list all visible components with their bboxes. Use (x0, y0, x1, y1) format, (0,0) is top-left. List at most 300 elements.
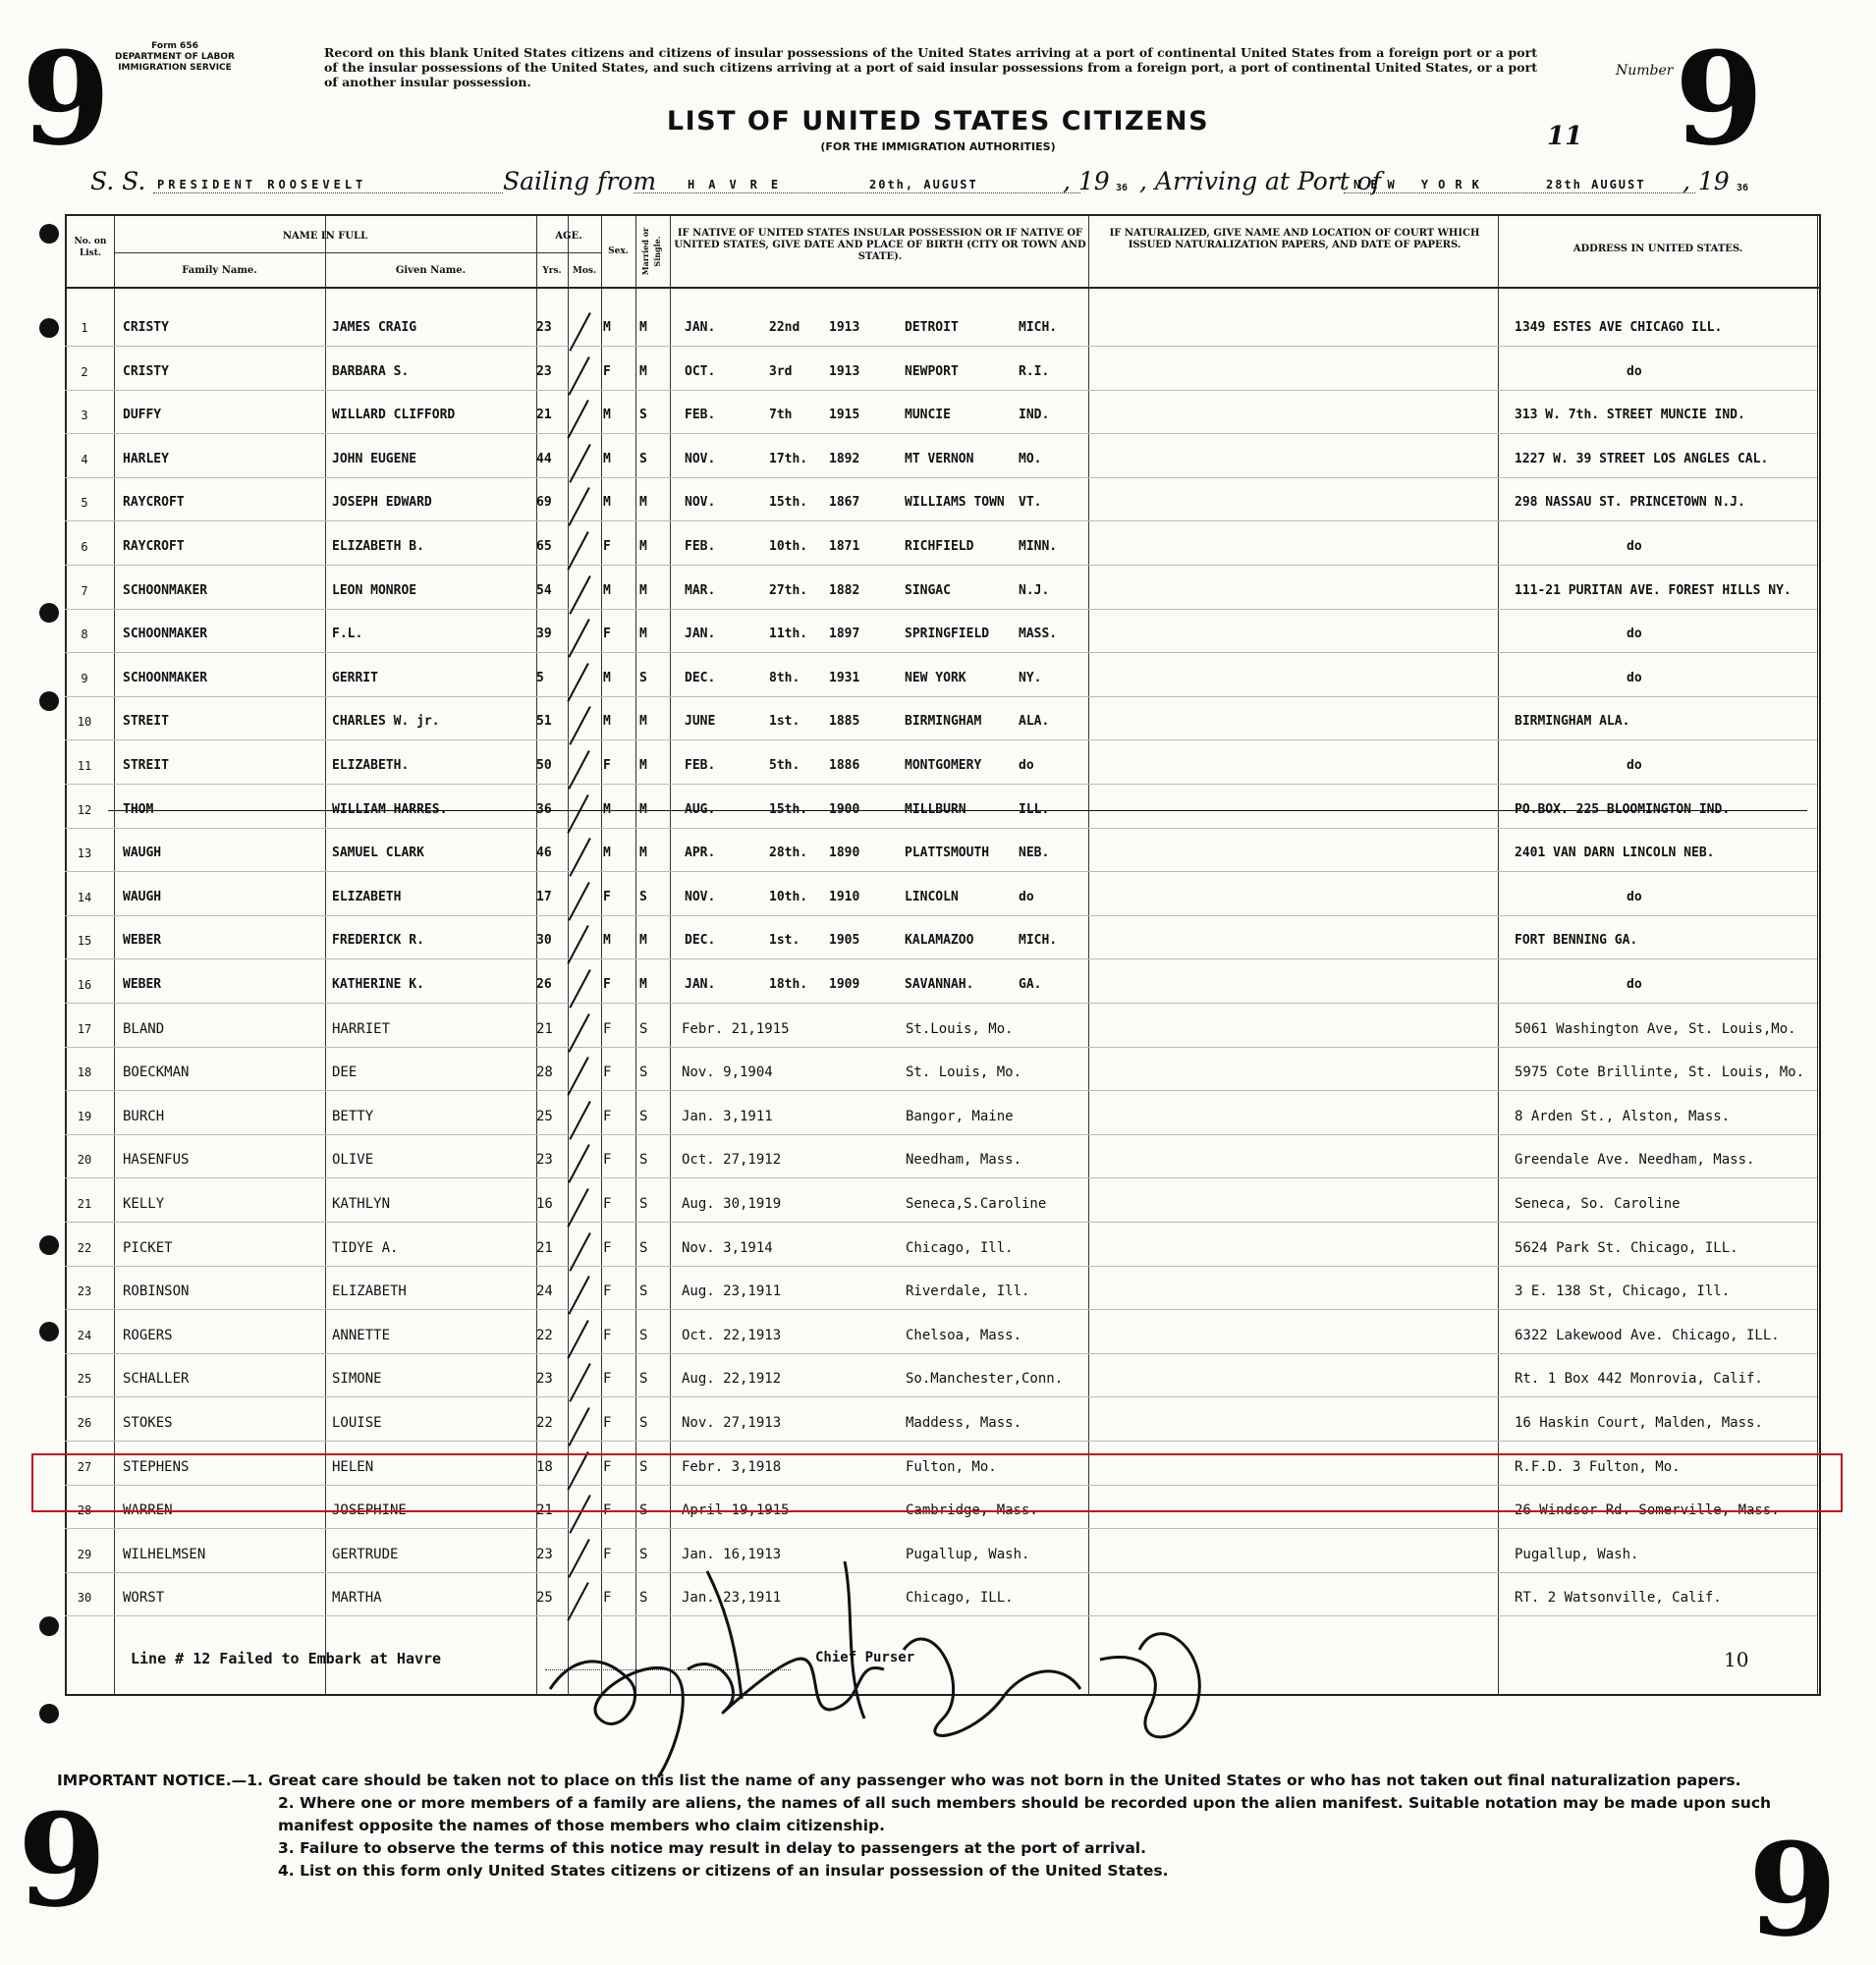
birth-state: ALA. (1019, 714, 1050, 730)
address: 5975 Cote Brillinte, St. Louis, Mo. (1515, 1064, 1805, 1081)
birth-year: 1892 (829, 451, 860, 466)
given-name: F.L. (332, 627, 363, 642)
birth-state: GA. (1019, 977, 1042, 992)
birth-place: St.Louis, Mo. (906, 1020, 1014, 1037)
birth-city: NEW YORK (905, 670, 966, 685)
given-name: LOUISE (332, 1415, 382, 1431)
marital-status: S (639, 1064, 648, 1081)
marital-status: S (639, 1108, 648, 1124)
birth-month: AUG. (685, 801, 716, 817)
birth-place: Maddess, Mass. (906, 1415, 1022, 1431)
marital-status: M (639, 320, 647, 335)
birth-day: 3rd (769, 363, 793, 379)
address: do (1627, 889, 1642, 904)
birth-day: 1st. (769, 714, 800, 730)
given-name: OLIVE (332, 1152, 374, 1169)
age-years: 65 (536, 539, 552, 554)
sex: F (603, 889, 611, 904)
address: 8 Arden St., Alston, Mass. (1515, 1108, 1731, 1124)
address: do (1627, 977, 1642, 992)
birth-city: MUNCIE (905, 408, 951, 423)
age-years: 30 (536, 933, 552, 949)
birth-state: ILL. (1019, 801, 1050, 817)
given-name: WILLIAM HARRES. (332, 801, 448, 817)
birth-day: 11th. (769, 627, 808, 642)
address: do (1627, 539, 1642, 554)
row-number: 12 (77, 802, 92, 817)
family-name: STOKES (123, 1415, 173, 1431)
row-number: 18 (77, 1065, 92, 1080)
service-name: IMMIGRATION SERVICE (118, 63, 232, 73)
arrival-date: 28th AUGUST (1546, 178, 1646, 191)
row-number: 15 (77, 934, 92, 949)
family-name: HASENFUS (123, 1152, 190, 1169)
given-name: ELIZABETH B. (332, 539, 424, 554)
header-given-name: Given Name. (395, 265, 467, 276)
row-number: 1 (81, 321, 88, 335)
header-age-months: Mos. (572, 266, 597, 276)
birth-city: SPRINGFIELD (905, 627, 990, 642)
birth-year: 1890 (829, 846, 860, 861)
family-name: BLAND (123, 1020, 165, 1037)
birth-place: Chicago, Ill. (906, 1239, 1014, 1256)
age-years: 23 (536, 1546, 553, 1562)
address: 5624 Park St. Chicago, ILL. (1515, 1239, 1738, 1256)
birth-state: MASS. (1019, 627, 1058, 642)
age-years: 16 (536, 1196, 553, 1212)
department-name: DEPARTMENT OF LABOR (114, 52, 235, 62)
birth-city: PLATTSMOUTH (905, 846, 990, 861)
marital-status: S (639, 1283, 648, 1300)
birth-city: DETROIT (905, 320, 959, 335)
header-naturalized: IF NATURALIZED, GIVE NAME AND LOCATION OF COURT WHICH ISSUED NATURALIZATION PAPERS, AND DATE OF PAPERS. (1109, 228, 1480, 250)
birth-year: 1915 (829, 408, 860, 423)
sex: F (603, 1064, 612, 1081)
marital-status: M (639, 582, 647, 598)
row-number: 19 (77, 1109, 92, 1123)
given-name: ANNETTE (332, 1327, 391, 1343)
birth-date: Aug. 23,1911 (682, 1283, 782, 1300)
family-name: STEPHENS (123, 1458, 190, 1475)
birth-state: R.I. (1019, 363, 1050, 379)
page-title: LIST OF UNITED STATES CITIZENS (666, 106, 1210, 136)
row-number: 3 (81, 409, 88, 423)
marital-status: S (639, 451, 647, 466)
birth-month: JAN. (685, 320, 716, 335)
row-number: 25 (77, 1372, 92, 1387)
birth-date: Jan. 23,1911 (682, 1590, 782, 1607)
address: do (1627, 363, 1642, 379)
given-name: MARTHA (332, 1590, 382, 1607)
birth-day: 7th (769, 408, 793, 423)
row-number: 7 (81, 583, 88, 598)
sex: F (603, 363, 611, 379)
header-age: AGE. (555, 231, 582, 242)
arriving-label: , Arriving at Port of (1139, 167, 1382, 195)
given-name: TIDYE A. (332, 1239, 399, 1256)
age-years: 44 (536, 451, 552, 466)
family-name: WAUGH (123, 889, 162, 904)
address: do (1627, 627, 1642, 642)
given-name: CHARLES W. jr. (332, 714, 440, 730)
birth-state: MINN. (1019, 539, 1058, 554)
birth-month: NOV. (685, 495, 716, 511)
birth-month: FEB. (685, 539, 716, 554)
marital-status: S (639, 1239, 648, 1256)
given-name: GERTRUDE (332, 1546, 399, 1562)
given-name: FREDERICK R. (332, 933, 424, 949)
age-years: 28 (536, 1064, 553, 1081)
birth-date: Febr. 3,1918 (682, 1458, 782, 1475)
birth-city: BIRMINGHAM (905, 714, 982, 730)
age-years: 21 (536, 408, 552, 423)
birth-state: IND. (1019, 408, 1050, 423)
address: BIRMINGHAM ALA. (1515, 714, 1630, 730)
age-years: 36 (536, 801, 552, 817)
birth-place: Fulton, Mo. (906, 1458, 997, 1475)
birth-day: 22nd (769, 320, 800, 335)
ss-label: S. S. (90, 167, 146, 195)
marital-status: S (639, 1196, 648, 1212)
birth-day: 1st. (769, 933, 800, 949)
marital-status: M (639, 933, 647, 949)
family-name: RAYCROFT (123, 495, 185, 511)
sex: M (603, 320, 611, 335)
birth-month: FEB. (685, 758, 716, 773)
birth-place: Seneca,S.Caroline (906, 1196, 1047, 1212)
form-label (96, 41, 253, 74)
family-name: BOECKMAN (123, 1064, 190, 1081)
birth-year: 1900 (829, 801, 860, 817)
family-name: WARREN (123, 1502, 173, 1519)
birth-date: April 19,1915 (682, 1502, 790, 1519)
given-name: HARRIET (332, 1020, 391, 1037)
row-number: 22 (77, 1240, 92, 1255)
row-number: 2 (81, 364, 88, 379)
birth-place: Cambridge, Mass. (906, 1502, 1038, 1519)
birth-day: 10th. (769, 889, 808, 904)
birth-place: Chicago, ILL. (906, 1590, 1014, 1607)
address: do (1627, 670, 1642, 685)
row-number: 13 (77, 846, 92, 861)
page-subtitle: (FOR THE IMMIGRATION AUTHORITIES) (820, 140, 1056, 153)
sex: M (603, 582, 611, 598)
header-married-single: Married or Single. (640, 227, 662, 276)
address: Pugallup, Wash. (1515, 1546, 1639, 1562)
sex: F (603, 1152, 612, 1169)
birth-place: Bangor, Maine (906, 1108, 1014, 1124)
birth-year: 1909 (829, 977, 860, 992)
age-years: 25 (536, 1108, 553, 1124)
age-years: 69 (536, 495, 552, 511)
sex: F (603, 539, 611, 554)
birth-day: 15th. (769, 801, 808, 817)
corner-number-top-left: 9 (22, 24, 111, 174)
birth-year: 1886 (829, 758, 860, 773)
family-name: BURCH (123, 1108, 165, 1124)
birth-day: 28th. (769, 846, 808, 861)
marital-status: S (639, 1502, 648, 1519)
birth-year: 1931 (829, 670, 860, 685)
birth-month: APR. (685, 846, 716, 861)
age-years: 51 (536, 714, 552, 730)
sex: M (603, 670, 611, 685)
signature-scribble (511, 1552, 1218, 1787)
age-years: 23 (536, 363, 552, 379)
birth-date: Aug. 22,1912 (682, 1371, 782, 1388)
failed-embark-note: Line # 12 Failed to Embark at Havre (131, 1650, 442, 1667)
family-name: WORST (123, 1590, 165, 1607)
birth-city: MT VERNON (905, 451, 974, 466)
birth-year: 1913 (829, 363, 860, 379)
row-number: 20 (77, 1153, 92, 1168)
sex: F (603, 627, 611, 642)
birth-date: Jan. 3,1911 (682, 1108, 773, 1124)
marital-status: S (639, 889, 647, 904)
header-address: ADDRESS IN UNITED STATES. (1573, 244, 1743, 254)
birth-date: Febr. 21,1915 (682, 1020, 790, 1037)
notice-item-2: 2. Where one or more members of a family are aliens, the names of all such members should be recorded upon the alien manifest. Suitable notation may be made upon such manifest opposite the names of those members who claim citizenship. (278, 1794, 1772, 1834)
birth-city: WILLIAMS TOWN (905, 495, 1005, 511)
birth-date: Jan. 16,1913 (682, 1546, 782, 1562)
birth-city: KALAMAZOO (905, 933, 974, 949)
family-name: SCHOONMAKER (123, 582, 208, 598)
marital-status: S (639, 408, 647, 423)
given-name: JAMES CRAIG (332, 320, 417, 335)
birth-state: VT. (1019, 495, 1042, 511)
given-name: KATHLYN (332, 1196, 391, 1212)
birth-year: 1885 (829, 714, 860, 730)
birth-state: MO. (1019, 451, 1042, 466)
sex: F (603, 1458, 612, 1475)
family-name: DUFFY (123, 408, 162, 423)
sex: F (603, 758, 611, 773)
sex: F (603, 1283, 612, 1300)
address: 313 W. 7th. STREET MUNCIE IND. (1515, 408, 1745, 423)
family-name: SCHALLER (123, 1371, 190, 1388)
notice-item-4: 4. List on this form only United States citizens or citizens of an insular possession of the United States. (278, 1862, 1169, 1880)
sex: M (603, 408, 611, 423)
birth-month: OCT. (685, 363, 716, 379)
birth-year: 1905 (829, 933, 860, 949)
given-name: BETTY (332, 1108, 374, 1124)
important-notice (57, 1770, 1805, 1883)
birth-day: 8th. (769, 670, 800, 685)
chief-purser-label: Chief Purser (815, 1650, 915, 1665)
birth-month: MAR. (685, 582, 716, 598)
birth-year: 1871 (829, 539, 860, 554)
family-name: CRISTY (123, 320, 169, 335)
address: 16 Haskin Court, Malden, Mass. (1515, 1415, 1763, 1431)
marital-status: S (639, 1415, 648, 1431)
row-number: 16 (77, 978, 92, 992)
sex: F (603, 1020, 612, 1037)
age-years: 18 (536, 1458, 553, 1475)
given-name: HELEN (332, 1458, 374, 1475)
birth-state: NEB. (1019, 846, 1050, 861)
row-number: 21 (77, 1197, 92, 1211)
age-years: 23 (536, 1371, 553, 1388)
age-years: 50 (536, 758, 552, 773)
address: Seneca, So. Caroline (1515, 1196, 1681, 1212)
birth-city: MONTGOMERY (905, 758, 982, 773)
header-birth: IF NATIVE OF UNITED STATES INSULAR POSSESSION OR IF NATIVE OF UNITED STATES, GIVE DATE AND PLACE OF BIRTH (CITY OR TOWN AND STATE). (674, 228, 1086, 262)
given-name: ELIZABETH. (332, 758, 410, 773)
given-name: WILLARD CLIFFORD (332, 408, 456, 423)
marital-status: S (639, 1546, 648, 1562)
page-number: 10 (1724, 1648, 1749, 1671)
departure-port: HAVRE (688, 178, 793, 191)
age-years: 23 (536, 320, 552, 335)
marital-status: M (639, 714, 647, 730)
age-years: 46 (536, 846, 552, 861)
birth-state: MICH. (1019, 320, 1058, 335)
strike-through-line (108, 810, 1807, 811)
birth-day: 10th. (769, 539, 808, 554)
birth-month: FEB. (685, 408, 716, 423)
address: 26 Windsor Rd. Somerville, Mass. (1515, 1502, 1780, 1519)
corner-number-bottom-left: 9 (18, 1785, 107, 1936)
address: 1227 W. 39 STREET LOS ANGLES CAL. (1515, 451, 1769, 466)
address: R.F.D. 3 Fulton, Mo. (1515, 1458, 1681, 1475)
age-years: 5 (536, 670, 544, 685)
row-number: 26 (77, 1416, 92, 1430)
sex: F (603, 977, 611, 992)
age-years: 21 (536, 1502, 553, 1519)
given-name: ELIZABETH (332, 1283, 407, 1300)
address: PO.BOX. 225 BLOOMINGTON IND. (1515, 801, 1731, 817)
sex: M (603, 495, 611, 511)
sex: F (603, 1546, 612, 1562)
birth-city: SAVANNAH. (905, 977, 974, 992)
row-number: 24 (77, 1328, 92, 1342)
family-name: STREIT (123, 714, 169, 730)
marital-status: S (639, 1152, 648, 1169)
given-name: JOSEPHINE (332, 1502, 407, 1519)
birth-day: 27th. (769, 582, 808, 598)
address: RT. 2 Watsonville, Calif. (1515, 1590, 1722, 1607)
marital-status: M (639, 977, 647, 992)
family-name: KELLY (123, 1196, 165, 1212)
header-name-in-full: NAME IN FULL (282, 231, 368, 242)
row-number: 27 (77, 1459, 92, 1474)
birth-city: NEWPORT (905, 363, 959, 379)
marital-status: M (639, 539, 647, 554)
family-name: ROGERS (123, 1327, 173, 1343)
age-years: 39 (536, 627, 552, 642)
age-years: 21 (536, 1239, 553, 1256)
age-years: 54 (536, 582, 552, 598)
family-name: SCHOONMAKER (123, 627, 208, 642)
family-name: ROBINSON (123, 1283, 190, 1300)
row-number: 14 (77, 890, 92, 904)
birth-date: Oct. 22,1913 (682, 1327, 782, 1343)
birth-place: Riverdale, Ill. (906, 1283, 1030, 1300)
sex: M (603, 801, 611, 817)
birth-place: Needham, Mass. (906, 1152, 1022, 1169)
birth-state: do (1019, 758, 1034, 773)
birth-day: 18th. (769, 977, 808, 992)
notice-label: IMPORTANT NOTICE.— (57, 1772, 248, 1789)
row-number: 28 (77, 1503, 92, 1518)
family-name: WEBER (123, 933, 162, 949)
departure-date: 20th, AUGUST (869, 178, 978, 191)
family-name: WAUGH (123, 846, 162, 861)
sailing-from-label: Sailing from (503, 167, 657, 195)
address: 1349 ESTES AVE CHICAGO ILL. (1515, 320, 1723, 335)
age-years: 23 (536, 1152, 553, 1169)
family-name: WILHELMSEN (123, 1546, 206, 1562)
sex: F (603, 1108, 612, 1124)
birth-state: N.J. (1019, 582, 1050, 598)
birth-day: 17th. (769, 451, 808, 466)
row-number: 23 (77, 1284, 92, 1299)
marital-status: S (639, 1590, 648, 1607)
age-years: 22 (536, 1415, 553, 1431)
birth-day: 15th. (769, 495, 808, 511)
sex: F (603, 1196, 612, 1212)
header-family-name: Family Name. (182, 265, 257, 276)
birth-month: NOV. (685, 889, 716, 904)
birth-city: LINCOLN (905, 889, 959, 904)
row-number: 5 (81, 496, 88, 511)
row-number: 30 (77, 1591, 92, 1606)
age-years: 22 (536, 1327, 553, 1343)
family-name: THOM (123, 801, 154, 817)
age-years: 17 (536, 889, 552, 904)
notice-item-3: 3. Failure to observe the terms of this notice may result in delay to passengers at the port of arrival. (278, 1839, 1146, 1857)
address: 2401 VAN DARN LINCOLN NEB. (1515, 846, 1715, 861)
given-name: LEON MONROE (332, 582, 417, 598)
sex: F (603, 1590, 612, 1607)
handwritten-number: 11 (1547, 122, 1583, 151)
birth-year: 1882 (829, 582, 860, 598)
record-instructions: Record on this blank United States citizens and citizens of insular possessions of the United States arriving at a port of continental United States from a foreign port or a port of the insular possessions of the United States, and such citizens arriving at a port of said insular possessions from a foreign port, a port of continental United States, or a port of another insular possession. (324, 45, 1537, 89)
row-number: 11 (77, 759, 92, 773)
birth-month: NOV. (685, 451, 716, 466)
corner-number-bottom-right: 9 (1748, 1815, 1838, 1965)
sex: F (603, 1239, 612, 1256)
family-name: SCHOONMAKER (123, 670, 208, 685)
birth-place: Chelsoa, Mass. (906, 1327, 1022, 1343)
age-years: 26 (536, 977, 552, 992)
birth-city: RICHFIELD (905, 539, 974, 554)
family-name: RAYCROFT (123, 539, 185, 554)
marital-status: S (639, 670, 647, 685)
birth-place: Pugallup, Wash. (906, 1546, 1030, 1562)
sex: F (603, 1327, 612, 1343)
birth-month: JAN. (685, 977, 716, 992)
birth-year: 1913 (829, 320, 860, 335)
address: 6322 Lakewood Ave. Chicago, ILL. (1515, 1327, 1780, 1343)
birth-city: SINGAC (905, 582, 951, 598)
marital-status: M (639, 495, 647, 511)
age-years: 24 (536, 1283, 553, 1300)
marital-status: M (639, 363, 647, 379)
sex: M (603, 846, 611, 861)
address: FORT BENNING GA. (1515, 933, 1638, 949)
address: Greendale Ave. Needham, Mass. (1515, 1152, 1755, 1169)
sex: M (603, 933, 611, 949)
family-name: STREIT (123, 758, 169, 773)
marital-status: S (639, 1020, 648, 1037)
given-name: BARBARA S. (332, 363, 410, 379)
given-name: KATHERINE K. (332, 977, 424, 992)
row-number: 17 (77, 1021, 92, 1036)
birth-state: NY. (1019, 670, 1042, 685)
family-name: HARLEY (123, 451, 169, 466)
marital-status: M (639, 801, 647, 817)
